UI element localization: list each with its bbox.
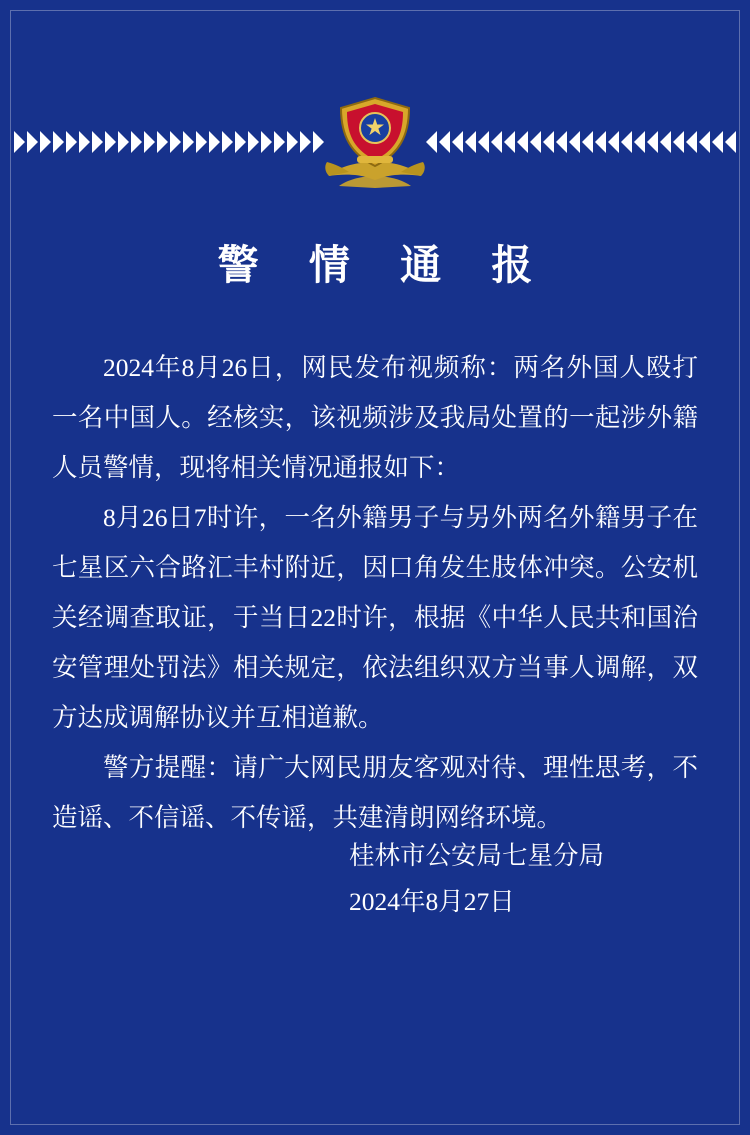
chevron-icon xyxy=(66,131,77,153)
chevron-icon xyxy=(569,131,580,153)
chevron-icon xyxy=(699,131,710,153)
chevron-icon xyxy=(40,131,51,153)
chevron-icon xyxy=(131,131,142,153)
signature-block xyxy=(349,833,604,925)
chevron-icon xyxy=(274,131,285,153)
chevron-icon xyxy=(261,131,272,153)
chevron-icon xyxy=(92,131,103,153)
chevron-icon xyxy=(556,131,567,153)
chevron-icon xyxy=(725,131,736,153)
chevron-icon xyxy=(712,131,723,153)
chevron-icon xyxy=(621,131,632,153)
chevron-icon xyxy=(686,131,697,153)
chevron-icon xyxy=(157,131,168,153)
chevron-icon xyxy=(582,131,593,153)
chevron-icon xyxy=(504,131,515,153)
chevron-icon xyxy=(530,131,541,153)
header-band xyxy=(0,0,750,210)
signature-date: 2024年8月27日 xyxy=(348,887,515,916)
chevron-icon xyxy=(248,131,259,153)
chevron-icon xyxy=(426,131,437,153)
chevron-icon xyxy=(14,131,25,153)
chevron-icon xyxy=(478,131,489,153)
chevron-icon xyxy=(53,131,64,153)
chevron-icon xyxy=(491,131,502,153)
chevron-icon xyxy=(118,131,129,153)
notice-body xyxy=(52,343,698,843)
chevron-icon xyxy=(27,131,38,153)
page-title: 警 情 通 报 xyxy=(217,242,553,288)
chevron-rule-right xyxy=(416,128,736,156)
chevron-icon xyxy=(196,131,207,153)
chevron-icon xyxy=(647,131,658,153)
chevron-icon xyxy=(595,131,606,153)
chevron-icon xyxy=(543,131,554,153)
paragraph: 8月26日7时许，一名外籍男子与另外两名外籍男子在七星区六合路汇丰村附近，因口角发生肢体冲突。公安机关经调查取证，于当日22时许，根据《中华人民共和国治安管理处罚法》相关规定，依法组织双方当事人调解，双方达成调解协议并互相道歉。 xyxy=(52,503,698,732)
chevron-icon xyxy=(79,131,90,153)
chevron-icon xyxy=(235,131,246,153)
chevron-icon xyxy=(144,131,155,153)
chevron-icon xyxy=(634,131,645,153)
chevron-rule-left xyxy=(14,128,334,156)
chevron-icon xyxy=(465,131,476,153)
chevron-icon xyxy=(183,131,194,153)
chevron-icon xyxy=(439,131,450,153)
paragraph: 2024年8月26日，网民发布视频称：两名外国人殴打一名中国人。经核实，该视频涉及我局处置的一起涉外籍人员警情，现将相关情况通报如下： xyxy=(52,353,698,482)
chevron-icon xyxy=(608,131,619,153)
chevron-icon xyxy=(660,131,671,153)
chevron-icon xyxy=(170,131,181,153)
paragraph: 警方提醒：请广大网民朋友客观对待、理性思考，不造谣、不信谣、不传谣，共建清朗网络环境。 xyxy=(52,753,698,832)
chevron-icon xyxy=(209,131,220,153)
chevron-icon xyxy=(452,131,463,153)
chevron-icon xyxy=(517,131,528,153)
chevron-icon xyxy=(287,131,298,153)
chevron-icon xyxy=(222,131,233,153)
chevron-icon xyxy=(673,131,684,153)
chevron-icon xyxy=(105,131,116,153)
chevron-icon xyxy=(300,131,311,153)
china-police-badge-icon xyxy=(323,92,427,192)
signature-issuer: 桂林市公安局七星分局 xyxy=(348,841,604,870)
